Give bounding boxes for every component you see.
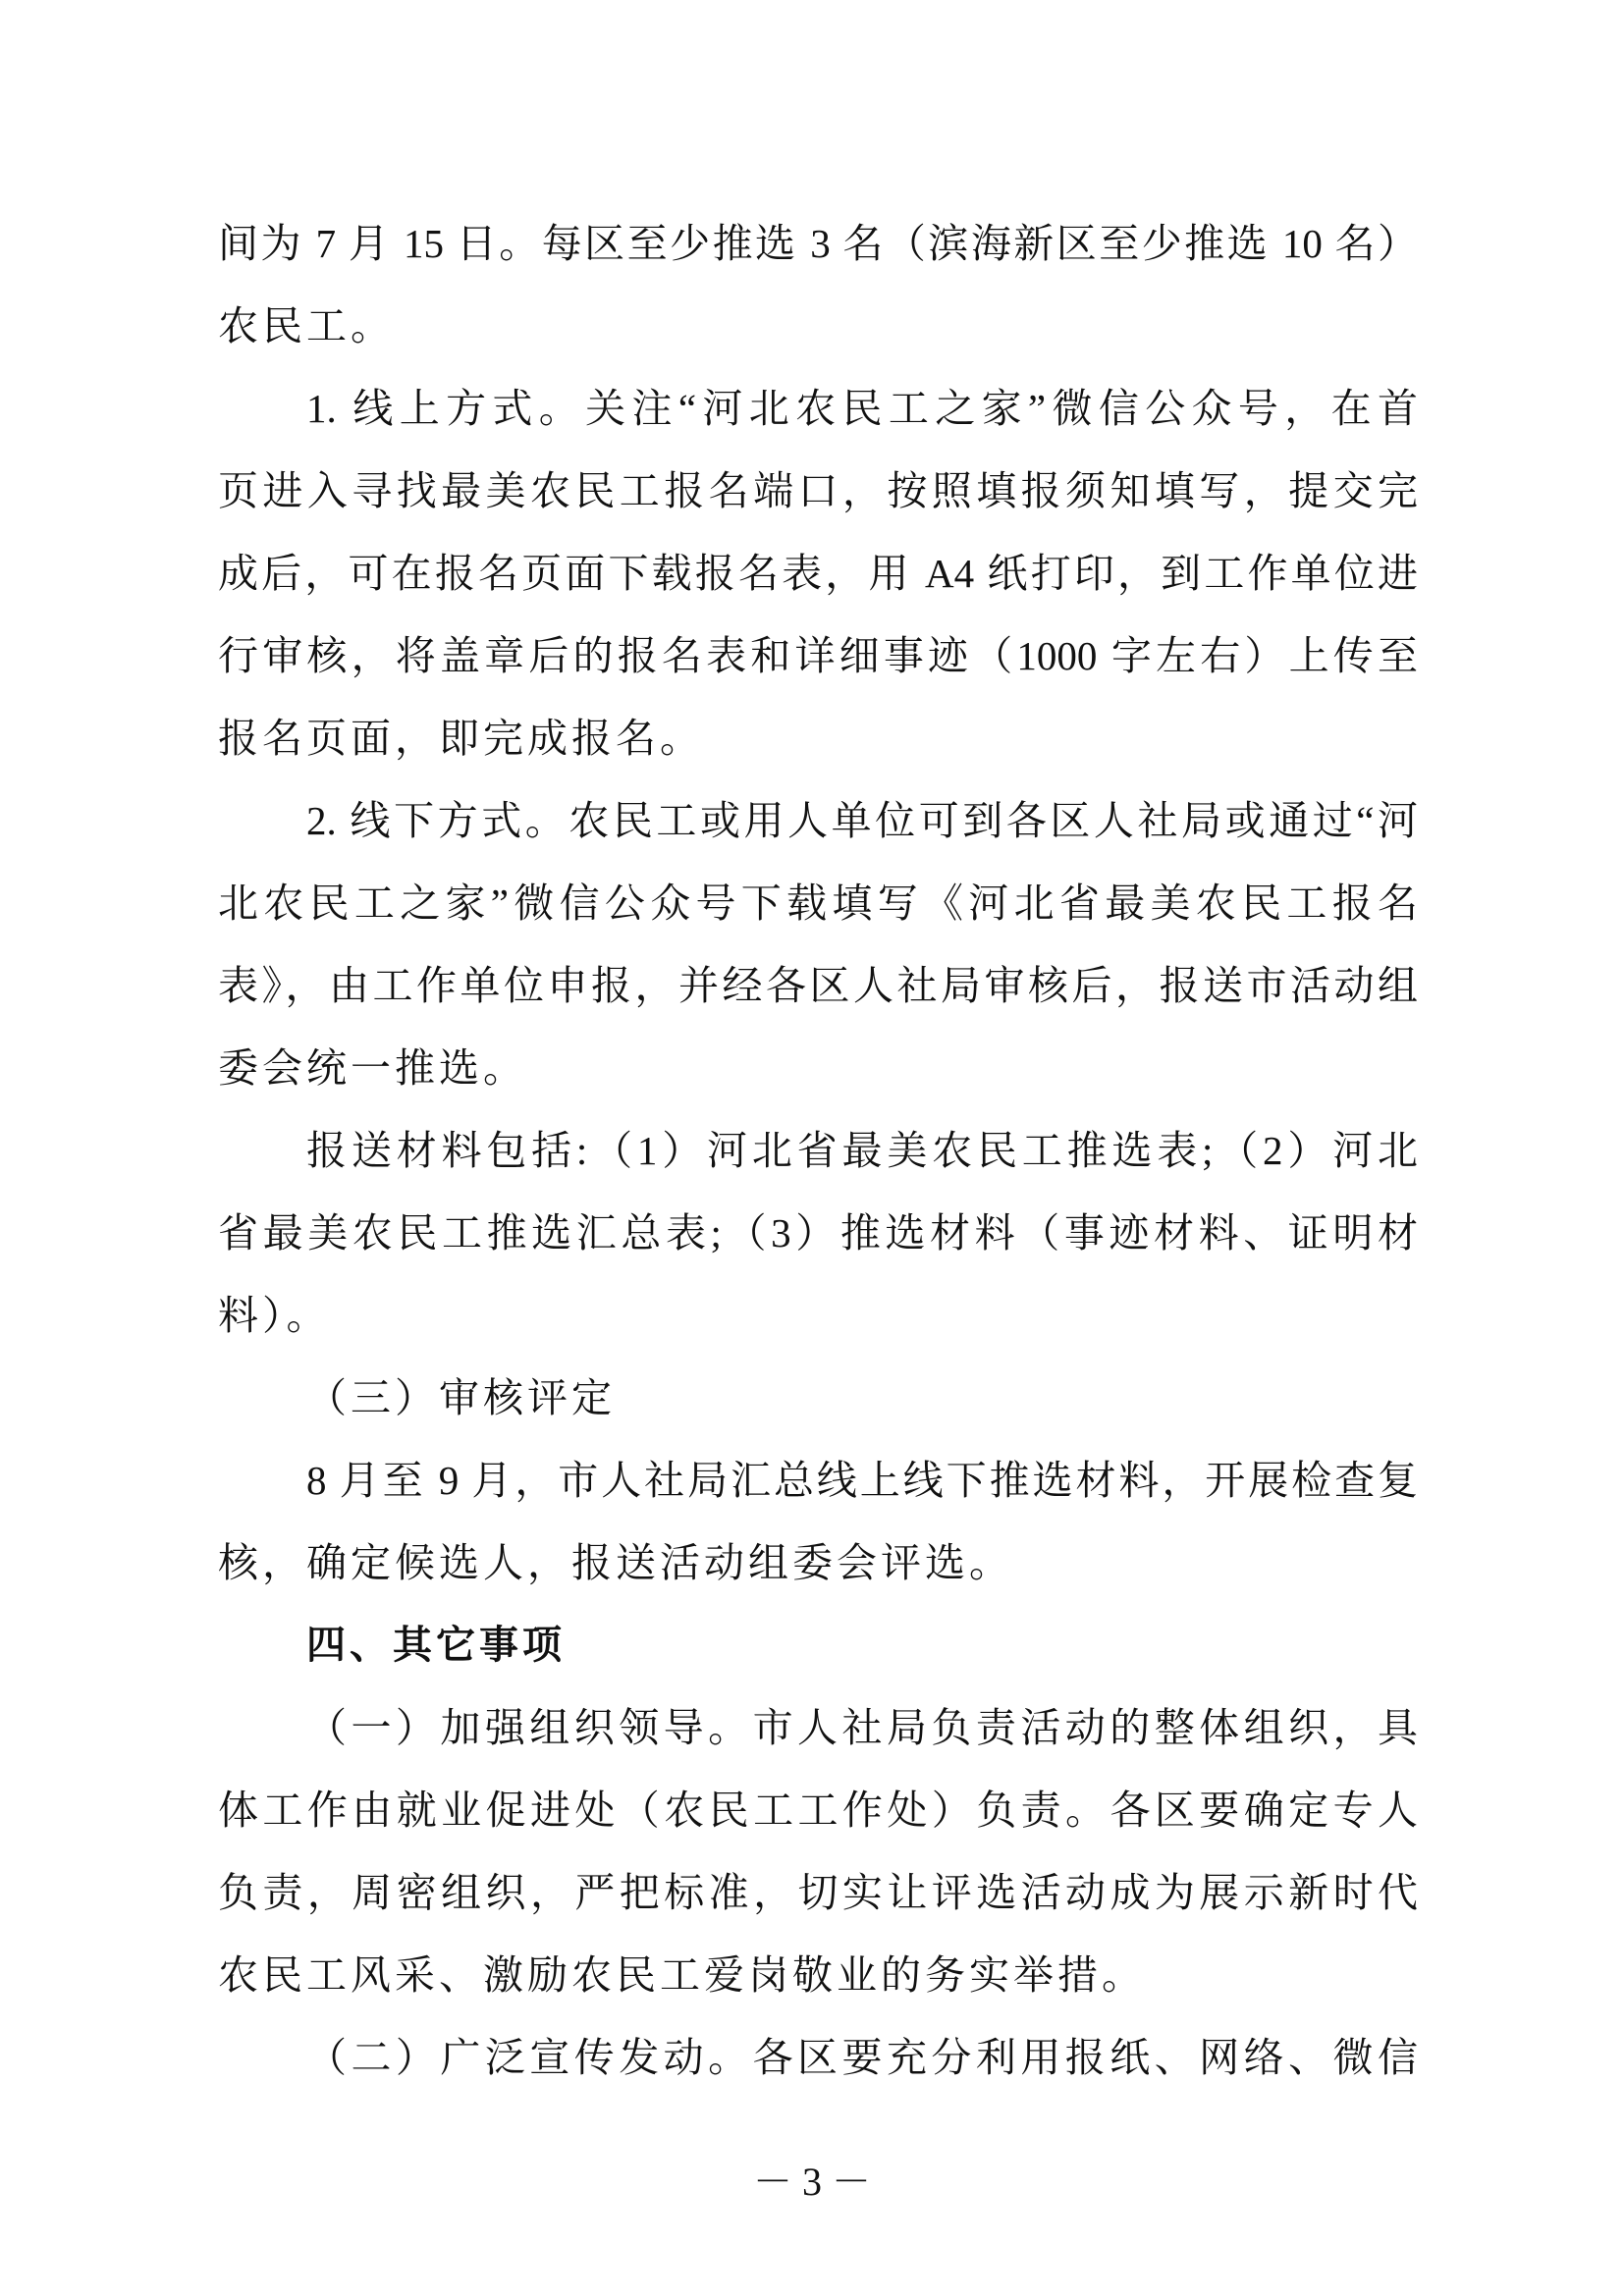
paragraph-line: 核，确定候选人，报送活动组委会评选。 [218,1540,1013,1585]
paragraph [218,367,1418,779]
paragraph-line: 1. 线上方式。关注“河北农民工之家”微信公众号，在首 [306,386,1418,431]
paragraph-line: 农民工。 [218,303,395,348]
paragraph-line: （二）广泛宣传发动。各区要充分利用报纸、网络、微信 [306,2035,1418,2080]
paragraph [218,2016,1418,2099]
paragraph-line: 负责，周密组织，严把标准，切实让评选活动成为展示新时代 [218,1870,1418,1915]
document-body [218,202,1418,2099]
paragraph [218,1439,1418,1604]
paragraph-line: 成后，可在报名页面下载报名表，用 A4 纸打印，到工作单位进 [218,551,1418,596]
paragraph-line: 行审核，将盖章后的报名表和详细事迹（1000 字左右）上传至 [218,633,1418,678]
paragraph-line: 料）。 [218,1293,331,1338]
paragraph-line: 北农民工之家”微信公众号下载填写《河北省最美农民工报名 [218,881,1418,926]
section-heading: 四、其它事项 [306,1623,566,1668]
paragraph-line: 省最美农民工推选汇总表;（3）推选材料（事迹材料、证明材 [218,1210,1418,1255]
page-number: － 3 － [753,2160,871,2204]
paragraph-line: 报送材料包括:（1）河北省最美农民工推选表;（2）河北 [306,1128,1418,1173]
paragraph-line: 体工作由就业促进处（农民工工作处）负责。各区要确定专人 [218,1788,1418,1833]
paragraph [218,779,1418,1109]
subsection [218,1357,1418,1439]
section [218,1604,1418,1686]
paragraph [218,1686,1418,2016]
paragraph-line: 委会统一推选。 [218,1045,527,1091]
paragraph [218,202,1418,367]
paragraph-line: （一）加强组织领导。市人社局负责活动的整体组织，具 [306,1705,1418,1750]
paragraph-line: 农民工风采、激励农民工爱岗敬业的务实举措。 [218,1952,1146,1998]
paragraph-line: 2. 线下方式。农民工或用人单位可到各区人社局或通过“河 [306,798,1418,843]
paragraph-line: 间为 7 月 15 日。每区至少推选 3 名（滨海新区至少推选 10 名） [218,221,1418,266]
paragraph-line: 报名页面，即完成报名。 [218,716,704,761]
subsection-heading: （三）审核评定 [306,1375,616,1420]
paragraph [218,1109,1418,1357]
paragraph-line: 8 月至 9 月，市人社局汇总线上线下推选材料，开展检查复 [306,1458,1418,1503]
paragraph-line: 表》，由工作单位申报，并经各区人社局审核后，报送市活动组 [218,963,1418,1008]
paragraph-line: 页进入寻找最美农民工报名端口，按照填报须知填写，提交完 [218,468,1418,513]
